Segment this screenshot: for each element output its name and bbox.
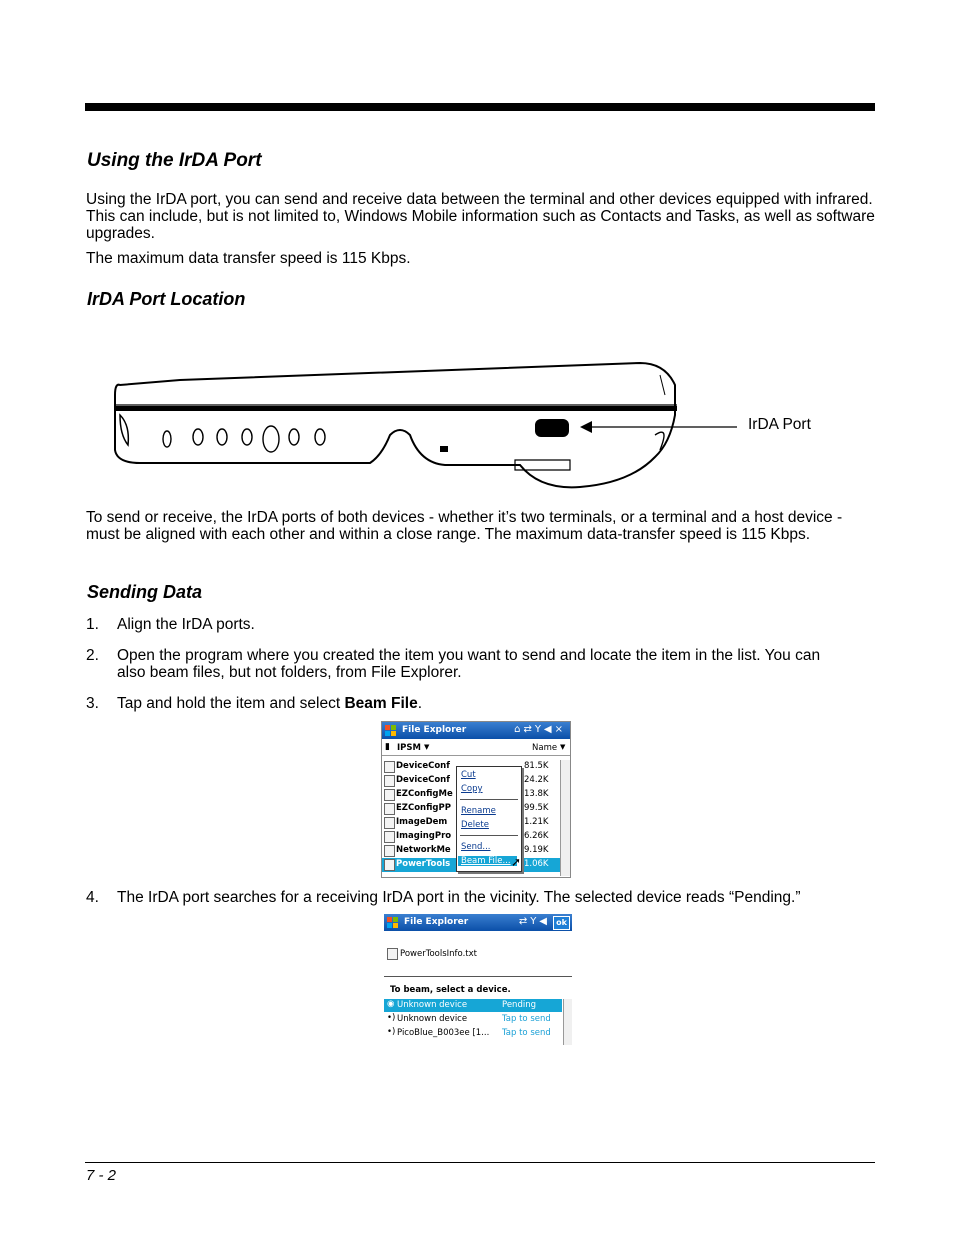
list-item[interactable]: EZConfigMe 13.8K [382, 788, 570, 802]
list-item[interactable]: DeviceConf 81.5K [382, 760, 570, 774]
file-icon [384, 761, 395, 773]
file-icon [387, 948, 398, 960]
title-bar [382, 722, 570, 739]
file-icon [384, 831, 395, 843]
scrollbar[interactable] [563, 999, 572, 1045]
context-menu [456, 766, 522, 872]
infrared-icon: •) [387, 1013, 396, 1023]
scrollbar[interactable] [560, 760, 570, 876]
device-row[interactable]: •) PicoBlue_B003ee [1... Tap to send [387, 1027, 551, 1038]
menu-item-delete[interactable]: Delete [461, 820, 489, 830]
ok-button[interactable]: ok [553, 916, 570, 930]
beam-prompt: To beam, select a device. [390, 985, 511, 995]
cursor-icon: ➚ [511, 855, 522, 869]
intro-paragraph: Using the IrDA port, you can send and receive data between the terminal and other devices equipped with infrared. This can include, but is not limited to, Windows Mobile information such as Contacts and Tasks, as well as software upgrades. [86, 191, 875, 242]
list-item[interactable]: ImageDem 1.21K [382, 816, 570, 830]
file-icon [384, 845, 395, 857]
menu-separator [460, 799, 518, 800]
list-item[interactable]: ImagingPro 6.26K [382, 830, 570, 844]
device-row-selected[interactable]: ◉ Unknown device Pending [384, 999, 562, 1012]
title-bar [384, 914, 572, 931]
sort-dropdown[interactable]: Name [532, 743, 558, 753]
file-icon [384, 817, 395, 829]
list-item-selected[interactable]: PowerTools 1.06K [382, 858, 570, 872]
alignment-paragraph: To send or receive, the IrDA ports of both devices - whether it’s two terminals, or a terminal and a host device - must be aligned with each other and within a close range. The maximum data-transfer speed is 115 Kbps. [86, 509, 843, 543]
file-icon [384, 859, 395, 871]
bluetooth-icon: •) [387, 1027, 396, 1037]
list-item[interactable]: DeviceConf 24.2K [382, 774, 570, 788]
menu-item-cut[interactable]: Cut [461, 770, 476, 780]
file-icon [384, 803, 395, 815]
menu-item-copy[interactable]: Copy [461, 784, 483, 794]
folder-dropdown[interactable]: IPSM [397, 743, 421, 753]
page-number: 7 - 2 [86, 1167, 117, 1184]
menu-item-send[interactable]: Send... [461, 842, 491, 852]
list-item[interactable]: NetworkMe 9.19K [382, 844, 570, 858]
list-item[interactable]: EZConfigPP 99.5K [382, 802, 570, 816]
window-title: File Explorer [402, 725, 467, 735]
status-icons: ⌂⇄Y◀× [514, 724, 566, 735]
folder-bar [382, 741, 570, 756]
menu-separator [460, 835, 518, 836]
menu-item-rename[interactable]: Rename [461, 806, 496, 816]
header-rule [85, 103, 875, 111]
file-icon [384, 789, 395, 801]
section-heading: Using the IrDA Port [87, 150, 262, 171]
file-explorer-screenshot [381, 721, 571, 878]
subsection-heading-sending: Sending Data [87, 582, 203, 602]
chevron-down-icon[interactable]: ▼ [424, 743, 430, 751]
file-icon [384, 775, 395, 787]
divider [384, 976, 572, 977]
device-row[interactable]: •) Unknown device Tap to send [387, 1013, 551, 1024]
window-title: File Explorer [404, 917, 469, 927]
footer-rule [85, 1162, 875, 1163]
menu-item-beam-file[interactable]: Beam File... [458, 856, 517, 866]
windows-start-icon[interactable] [384, 724, 398, 737]
infrared-icon: ◉ [387, 999, 395, 1009]
chevron-down-icon[interactable]: ▼ [560, 743, 566, 751]
status-icons: ⇄Y◀ [518, 916, 550, 927]
speed-paragraph: The maximum data transfer speed is 115 Kbps. [86, 250, 411, 267]
folder-icon: ▮ [385, 742, 390, 752]
beam-screenshot [384, 914, 572, 1045]
irda-port-callout: IrDA Port [748, 416, 811, 433]
file-name: PowerToolsInfo.txt [400, 949, 477, 959]
windows-start-icon[interactable] [386, 916, 400, 929]
terminal-side-illustration [100, 355, 850, 495]
subsection-heading-location: IrDA Port Location [87, 289, 246, 309]
